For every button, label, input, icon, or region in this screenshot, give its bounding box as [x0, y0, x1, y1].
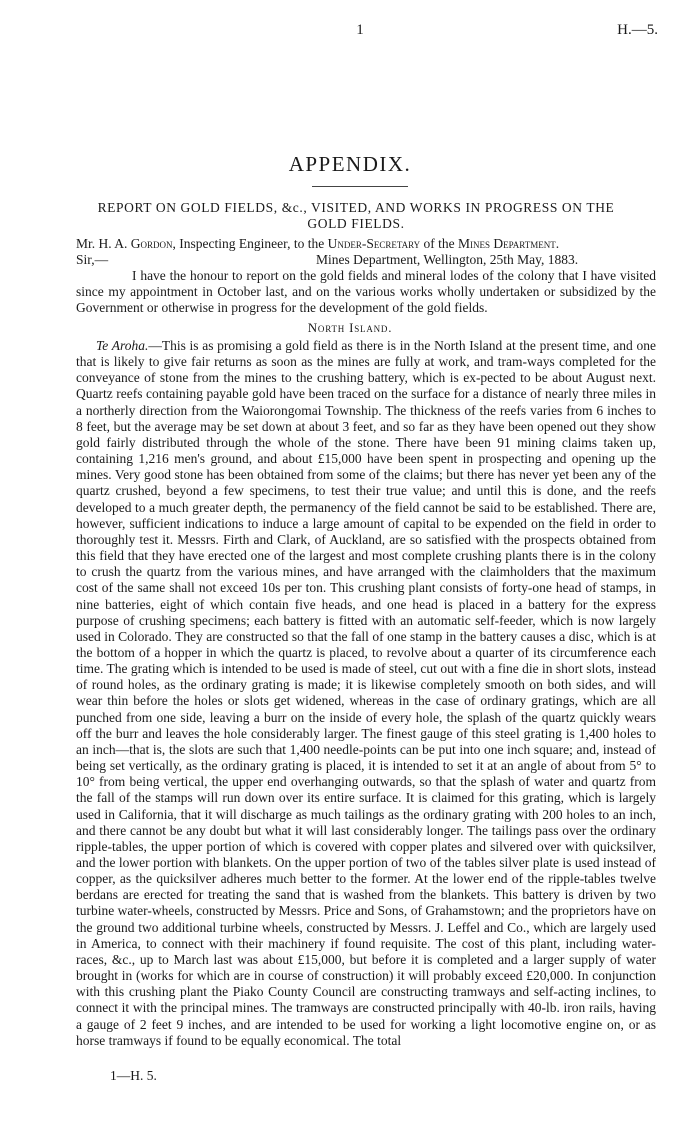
title-divider: [312, 186, 408, 187]
addressee-connector: of the: [420, 236, 458, 251]
footer-signature: 1—H. 5.: [110, 1068, 157, 1083]
addressee-recipient: Under-Secretary: [327, 236, 421, 251]
salutation-line: [76, 252, 656, 268]
salutation: Sir,—: [76, 252, 109, 267]
place-date: Mines Department, Wellington, 25th May, 1883.: [316, 252, 579, 267]
report-subtitle: REPORT ON GOLD FIELDS, &c., VISITED, AND WORKS IN PROGRESS ON THE GOLD FIELDS.: [97, 200, 615, 231]
paragraph-lead: Te Aroha.: [96, 338, 149, 353]
page-title: APPENDIX.: [288, 152, 412, 176]
intro-paragraph: I have the honour to report on the gold fields and mineral lodes of the colony that I have visited since my appointment in October last, and on the various works wholly undertaken or subsidized by the Government or otherwise in progress for the development of the gold fields.: [76, 268, 656, 315]
body-paragraph: [76, 338, 656, 1049]
addressee-role: , Inspecting Engineer, to the: [172, 236, 328, 251]
addressee-prefix: Mr. H. A.: [76, 236, 131, 251]
addressee-name: Gordon: [130, 236, 173, 251]
addressee-line: [76, 236, 656, 252]
addressee-department: Mines Department: [458, 236, 556, 251]
paragraph-text: —This is as promising a gold field as there is in the North Island at the present time, and one that is likely to give fair returns as soon as the mines are fully at work, and tram-ways completed for the conveyance of stone from the mines to the crushing battery, which is ex-pected to be about August next. Quartz reefs containing payable gold have been traced on the surface for a distance of nearly three miles in a northerly direction from the Waiorongomai Township. The thickness of the reefs varies from 6 inches to 8 feet, but the average may be set down at about 3 feet, and so far as they have been opened out they show gold fairly distributed through the whole of the stone. There have been 91 mining claims taken up, containing 1,216 men's ground, and about £15,000 have been spent in prospecting and opening up the mines. Very good stone has been obtained from some of the claims; but there has never yet been any of the quartz crushed, beyond a few specimens, to test their true value; and until this is done, and the reefs developed to a much greater depth, the permanency of the field cannot be said to be established. There are, however, sufficient indications to induce a large amount of capital to be expended on the field in order to thoroughly test it. Messrs. Firth and Clark, of Auckland, are so satisfied with the prospects obtained from this field that they have erected one of the largest and most complete crushing plants there is in the colony to crush the quartz from the various mines, and have arranged with the claimholders that the maximum cost of the same shall not exceed 10s per ton. This crushing plant consists of forty-one head of stamps, in nine batteries, eight of which contain five heads, and one head is placed in a battery for the express purpose of crushing specimens; each battery is fitted with an automatic self-feeder, which is now largely used in Colorado. They are constructed so that the fall of one stamp in the battery causes a disc, which is at the bottom of a hopper in which the quartz is placed, to revolve about a quarter of its circumference each time. The grating which is intended to be used is made of steel, cut out with a fine die in short slots, instead of round holes, as the ordinary grating is made; it is likewise completely smooth on both sides, and will wear thin before the holes or slots get widened, whereas in the case of ordinary gratings, which are all punched from one side, leaving a burr on the inside of every hole, the splash of the quartz quickly wears off the burr and leaves the hole considerably larger. The finest gauge of this steel grating is 1,400 holes to an inch—that is, the slots are such that 1,400 needle-points can be put into one inch square; and, instead of being set vertically, as the ordinary grating is placed, it is intended to set it at an angle of about from 5° to 10° from being vertical, the upper end overhanging outwards, so that the splash of water and quartz from the fall of the stamps will run down over its entire surface. It is claimed for this grating, which is largely used in California, that it will discharge as much tailings as the ordinary grating with 200 holes to an inch, and there cannot be any doubt but what it will last considerably longer. The tailings pass over the ordinary ripple-tables, the upper portion of which is covered with copper plates and silvered over with quicksilver, and the lower portion with blankets. On the upper portion of two of the tables silver plate is used instead of copper, as the quicksilver adheres much better to the former. At the lower end of the ripple-tables twelve berdans are erected for treating the sand that is washed from the blankets. This battery is driven by two turbine water-wheels, constructed by Messrs. Price and Sons, of Grahamstown; and the proprietors have on the ground two additional turbine wheels, constructed by Messrs. J. Leffel and Co., which are largely used in America, to connect with their machinery if found requisite. The cost of this plant, including water-races, &c., up to March last was about £15,000, but before it is completed and a larger supply of water brought in (works for which are in course of construction) it will probably exceed £20,000. In conjunction with this crushing plant the Piako County Council are constructing tramways and self-acting inclines, to connect it with the principal mines. The tramways are constructed principally with 40-lb. iron rails, having a gauge of 2 feet 9 inches, and are intended to be used for working a light locomotive engine on, or as horse tramways if found to be equally economical. The total: [76, 338, 656, 1048]
section-heading: North Island.: [307, 320, 393, 335]
addressee-suffix: .: [555, 236, 560, 251]
document-code: H.—5.: [617, 22, 658, 38]
page-number: 1: [356, 22, 364, 38]
